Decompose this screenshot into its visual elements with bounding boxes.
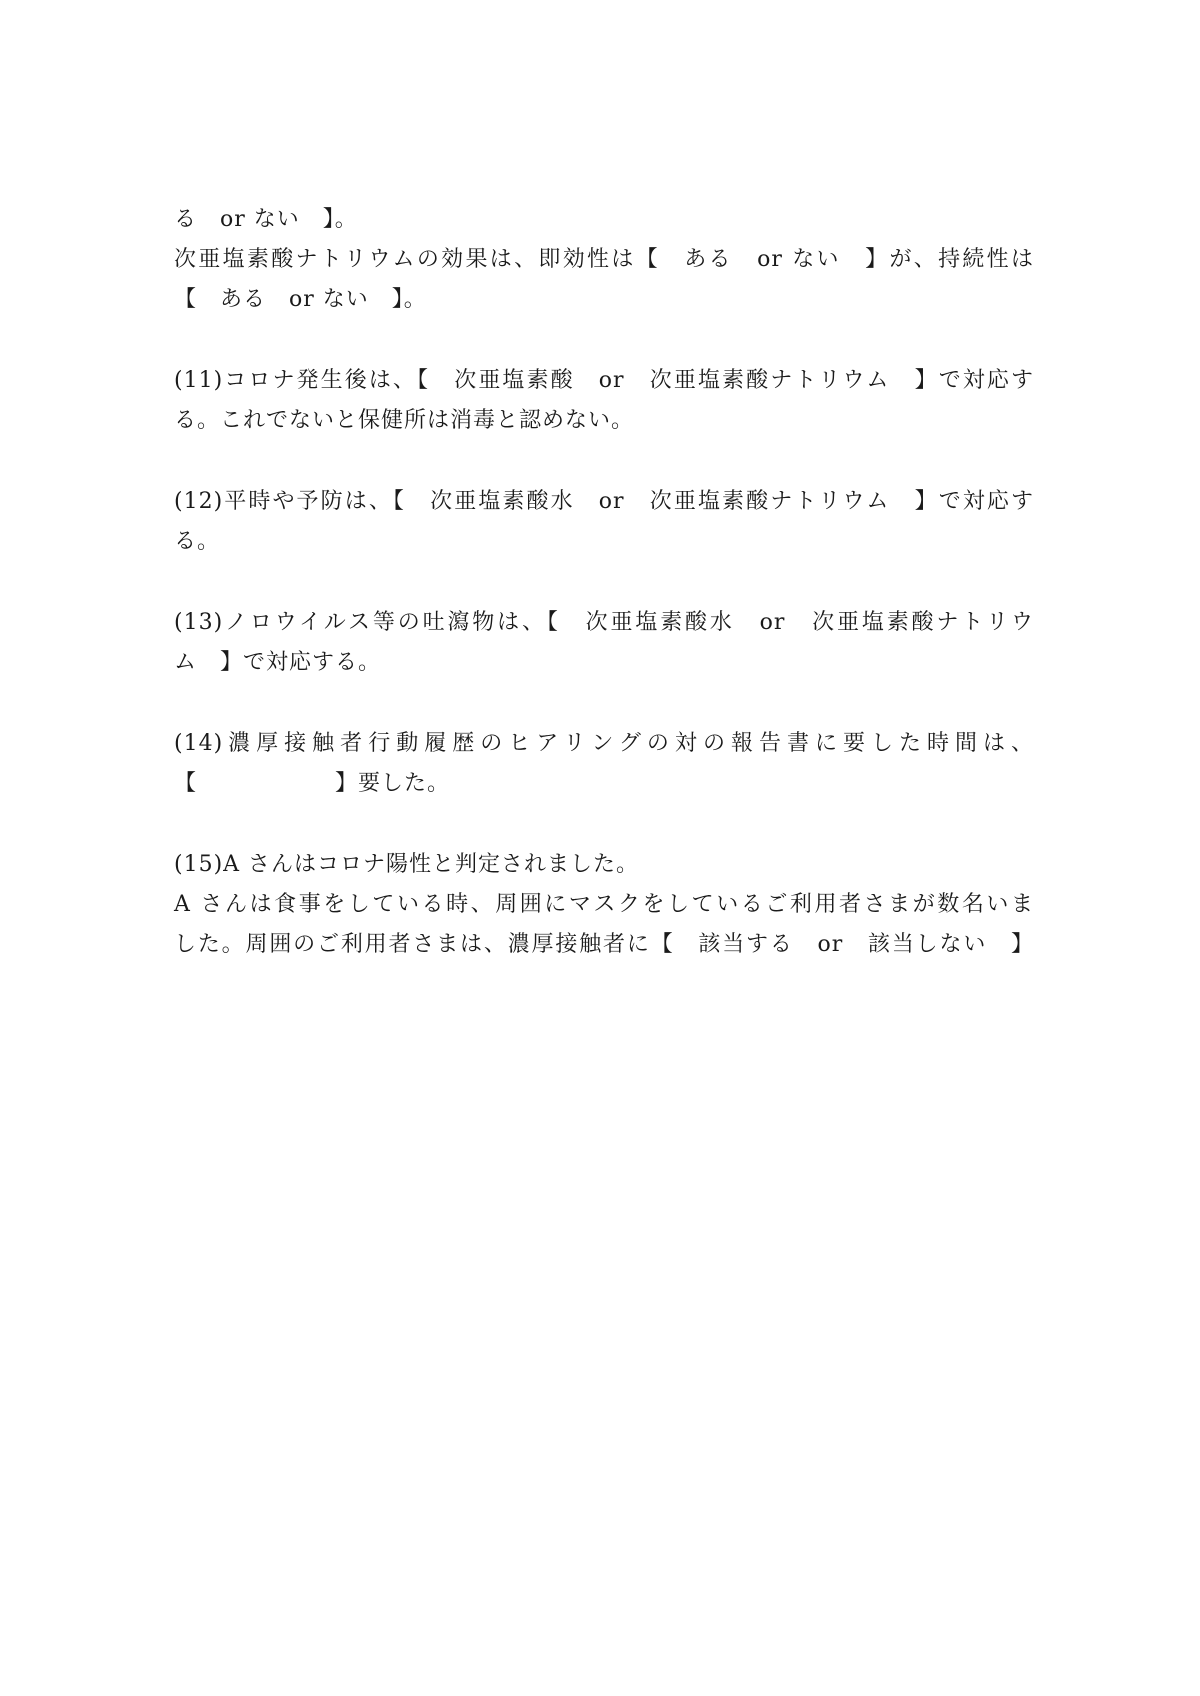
paragraph-gap: [174, 683, 1034, 724]
paragraph-gap: [174, 441, 1034, 482]
continuation-line: る or ない 】。: [174, 207, 358, 232]
question-15-line-1: (15)A さんはコロナ陽性と判定されました。: [174, 852, 640, 877]
question-13-line-2: ム 】で対応する。: [174, 650, 382, 675]
question-11-line-2: る。これでないと保健所は消毒と認めない。: [174, 408, 635, 433]
document-page: [174, 200, 1034, 965]
question-12-line-2: る。: [174, 529, 221, 554]
sodium-hypochlorite-effect-line-2: 【 ある or ない 】。: [174, 287, 427, 312]
paragraph-gap: [174, 320, 1034, 361]
question-11-line-1: (11)コロナ発生後は、【 次亜塩素酸 or 次亜塩素酸ナトリウム 】で対応す: [174, 368, 1034, 393]
sodium-hypochlorite-effect-line-1: 次亜塩素酸ナトリウムの効果は、即効性は【 ある or ない 】が、持続性は: [174, 247, 1034, 272]
question-14-line-1: (14)濃厚接触者行動履歴のヒアリングの対の報告書に要した時間は、: [174, 731, 1034, 756]
question-12-line-1: (12)平時や予防は、【 次亜塩素酸水 or 次亜塩素酸ナトリウム 】で対応す: [174, 489, 1034, 514]
paragraph-gap: [174, 804, 1034, 845]
question-14-line-2: 【 】要した。: [174, 771, 451, 796]
question-15-line-3: した。周囲のご利用者さまは、濃厚接触者に【 該当する or 該当しない 】: [174, 932, 1034, 957]
paragraph-gap: [174, 562, 1034, 603]
question-13-line-1: (13)ノロウイルス等の吐瀉物は、【 次亜塩素酸水 or 次亜塩素酸ナトリウ: [174, 610, 1034, 635]
question-15-line-2: A さんは食事をしている時、周囲にマスクをしているご利用者さまが数名いま: [174, 892, 1034, 917]
